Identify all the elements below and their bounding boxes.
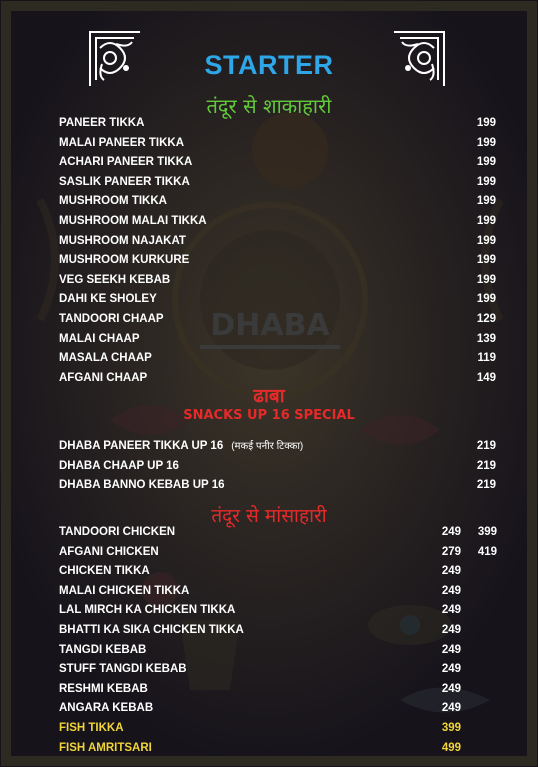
item-price: 199 [476, 215, 496, 227]
item-name: TANDOORI CHAAP [59, 313, 164, 325]
item-price-half: 399 [441, 722, 461, 734]
menu-item-row [0, 437, 538, 455]
item-price-half: 249 [441, 663, 461, 676]
item-price: 149 [476, 371, 496, 384]
menu-item-row [0, 173, 538, 191]
menu-item-row [0, 699, 538, 717]
item-price: 199 [476, 234, 496, 247]
item-name: AFGANI CHAAP [59, 371, 148, 384]
menu-item-row [0, 271, 538, 289]
item-name: MUSHROOM NAJAKAT [59, 234, 186, 247]
menu-item-row [0, 660, 538, 678]
item-price: 199 [476, 273, 496, 286]
item-price-half: 249 [441, 604, 461, 617]
menu-item-row [0, 310, 538, 328]
snacks-special-heading: SNACKS UP 16 SPECIAL [183, 408, 355, 423]
item-name: AFGANI CHICKEN [59, 545, 159, 558]
item-name: FISH AMRITSARI [59, 741, 152, 754]
item-name: MALAI CHICKEN TIKKA [59, 584, 190, 597]
menu-item-row [0, 543, 538, 561]
item-name: MUSHROOM TIKKA [59, 195, 167, 208]
menu-item-row [0, 349, 538, 367]
item-name: RESHMI KEBAB [59, 682, 148, 695]
item-price-half: 249 [441, 702, 461, 715]
item-name: MUSHROOM MALAI TIKKA [59, 215, 207, 227]
menu-item-row [0, 739, 538, 757]
item-price-half: 249 [441, 643, 461, 656]
item-name: STUFF TANGDI KEBAB [59, 663, 187, 676]
item-price-half: 499 [441, 741, 461, 754]
veg-section-heading: तंदूर से शाकाहारी [206, 94, 332, 118]
menu-item-row [0, 582, 538, 600]
item-price: 199 [476, 195, 496, 208]
item-price-full: 399 [477, 526, 497, 538]
page-title: STARTER [204, 50, 334, 80]
item-price: 199 [476, 175, 496, 188]
item-name: ACHARI PANEER TIKKA [59, 156, 193, 169]
item-price-half: 249 [441, 584, 461, 597]
menu-item-row [0, 330, 538, 348]
menu-item-row [0, 719, 538, 737]
item-name: TANDOORI CHICKEN [59, 526, 176, 538]
menu-item-row [0, 562, 538, 580]
menu-item-row [0, 290, 538, 308]
background-logo-text: DHABA [210, 308, 330, 343]
menu-item-row [0, 641, 538, 659]
menu-item-row [0, 212, 538, 230]
item-price-full: 419 [477, 545, 497, 558]
item-price: 219 [476, 479, 496, 492]
menu-item-row [0, 523, 538, 541]
item-name: CHICKEN TIKKA [59, 565, 150, 578]
item-name: MASALA CHAAP [59, 352, 152, 365]
item-price: 199 [476, 136, 496, 149]
item-note: (मकई पनीर टिक्का) [231, 441, 304, 452]
item-name: SASLIK PANEER TIKKA [59, 175, 190, 188]
menu-item-row [0, 251, 538, 269]
item-name: DHABA CHAAP UP 16 [59, 459, 179, 472]
item-price-half: 279 [441, 545, 461, 558]
item-price: 199 [476, 156, 496, 169]
nonveg-section-heading: तंदूर से मांसाहारी [211, 505, 327, 527]
menu-item-row [0, 476, 538, 494]
item-price: 219 [476, 459, 496, 472]
item-price-half: 249 [441, 526, 461, 538]
item-price: 129 [476, 313, 496, 325]
item-name: BHATTI KA SIKA CHICKEN TIKKA [59, 624, 244, 636]
menu-item-row [0, 153, 538, 171]
item-name: TANGDI KEBAB [59, 643, 147, 656]
item-name: ANGARA KEBAB [59, 702, 154, 715]
menu-item-row [0, 601, 538, 619]
item-name: MALAI PANEER TIKKA [59, 136, 185, 149]
item-price: 199 [476, 254, 496, 267]
menu-item-row [0, 680, 538, 698]
item-name: LAL MIRCH KA CHICKEN TIKKA [59, 604, 236, 617]
dhaba-heading: ढाबा [253, 385, 285, 407]
menu-item-row [0, 114, 538, 132]
item-name: DHABA PANEER TIKKA UP 16 (मकई पनीर टिक्का) [59, 440, 304, 452]
menu-item-row [0, 621, 538, 639]
item-name: MALAI CHAAP [59, 332, 140, 345]
menu-item-row [0, 457, 538, 475]
item-price-half: 249 [441, 624, 461, 636]
item-price-half: 249 [441, 682, 461, 695]
item-price-half: 249 [441, 565, 461, 578]
item-name: MUSHROOM KURKURE [59, 254, 190, 267]
item-name: DAHI KE SHOLEY [59, 293, 157, 306]
item-price: 139 [476, 332, 496, 345]
item-name: PANEER TIKKA [59, 117, 145, 129]
item-price: 199 [476, 293, 496, 306]
item-name: VEG SEEKH KEBAB [59, 273, 171, 286]
menu-item-row [0, 134, 538, 152]
item-name: DHABA BANNO KEBAB UP 16 [59, 479, 225, 492]
item-price: 199 [476, 117, 496, 129]
menu-item-row [0, 232, 538, 250]
menu-item-row [0, 192, 538, 210]
item-price: 119 [477, 352, 496, 365]
item-name: FISH TIKKA [59, 722, 124, 734]
item-price: 219 [476, 440, 496, 452]
